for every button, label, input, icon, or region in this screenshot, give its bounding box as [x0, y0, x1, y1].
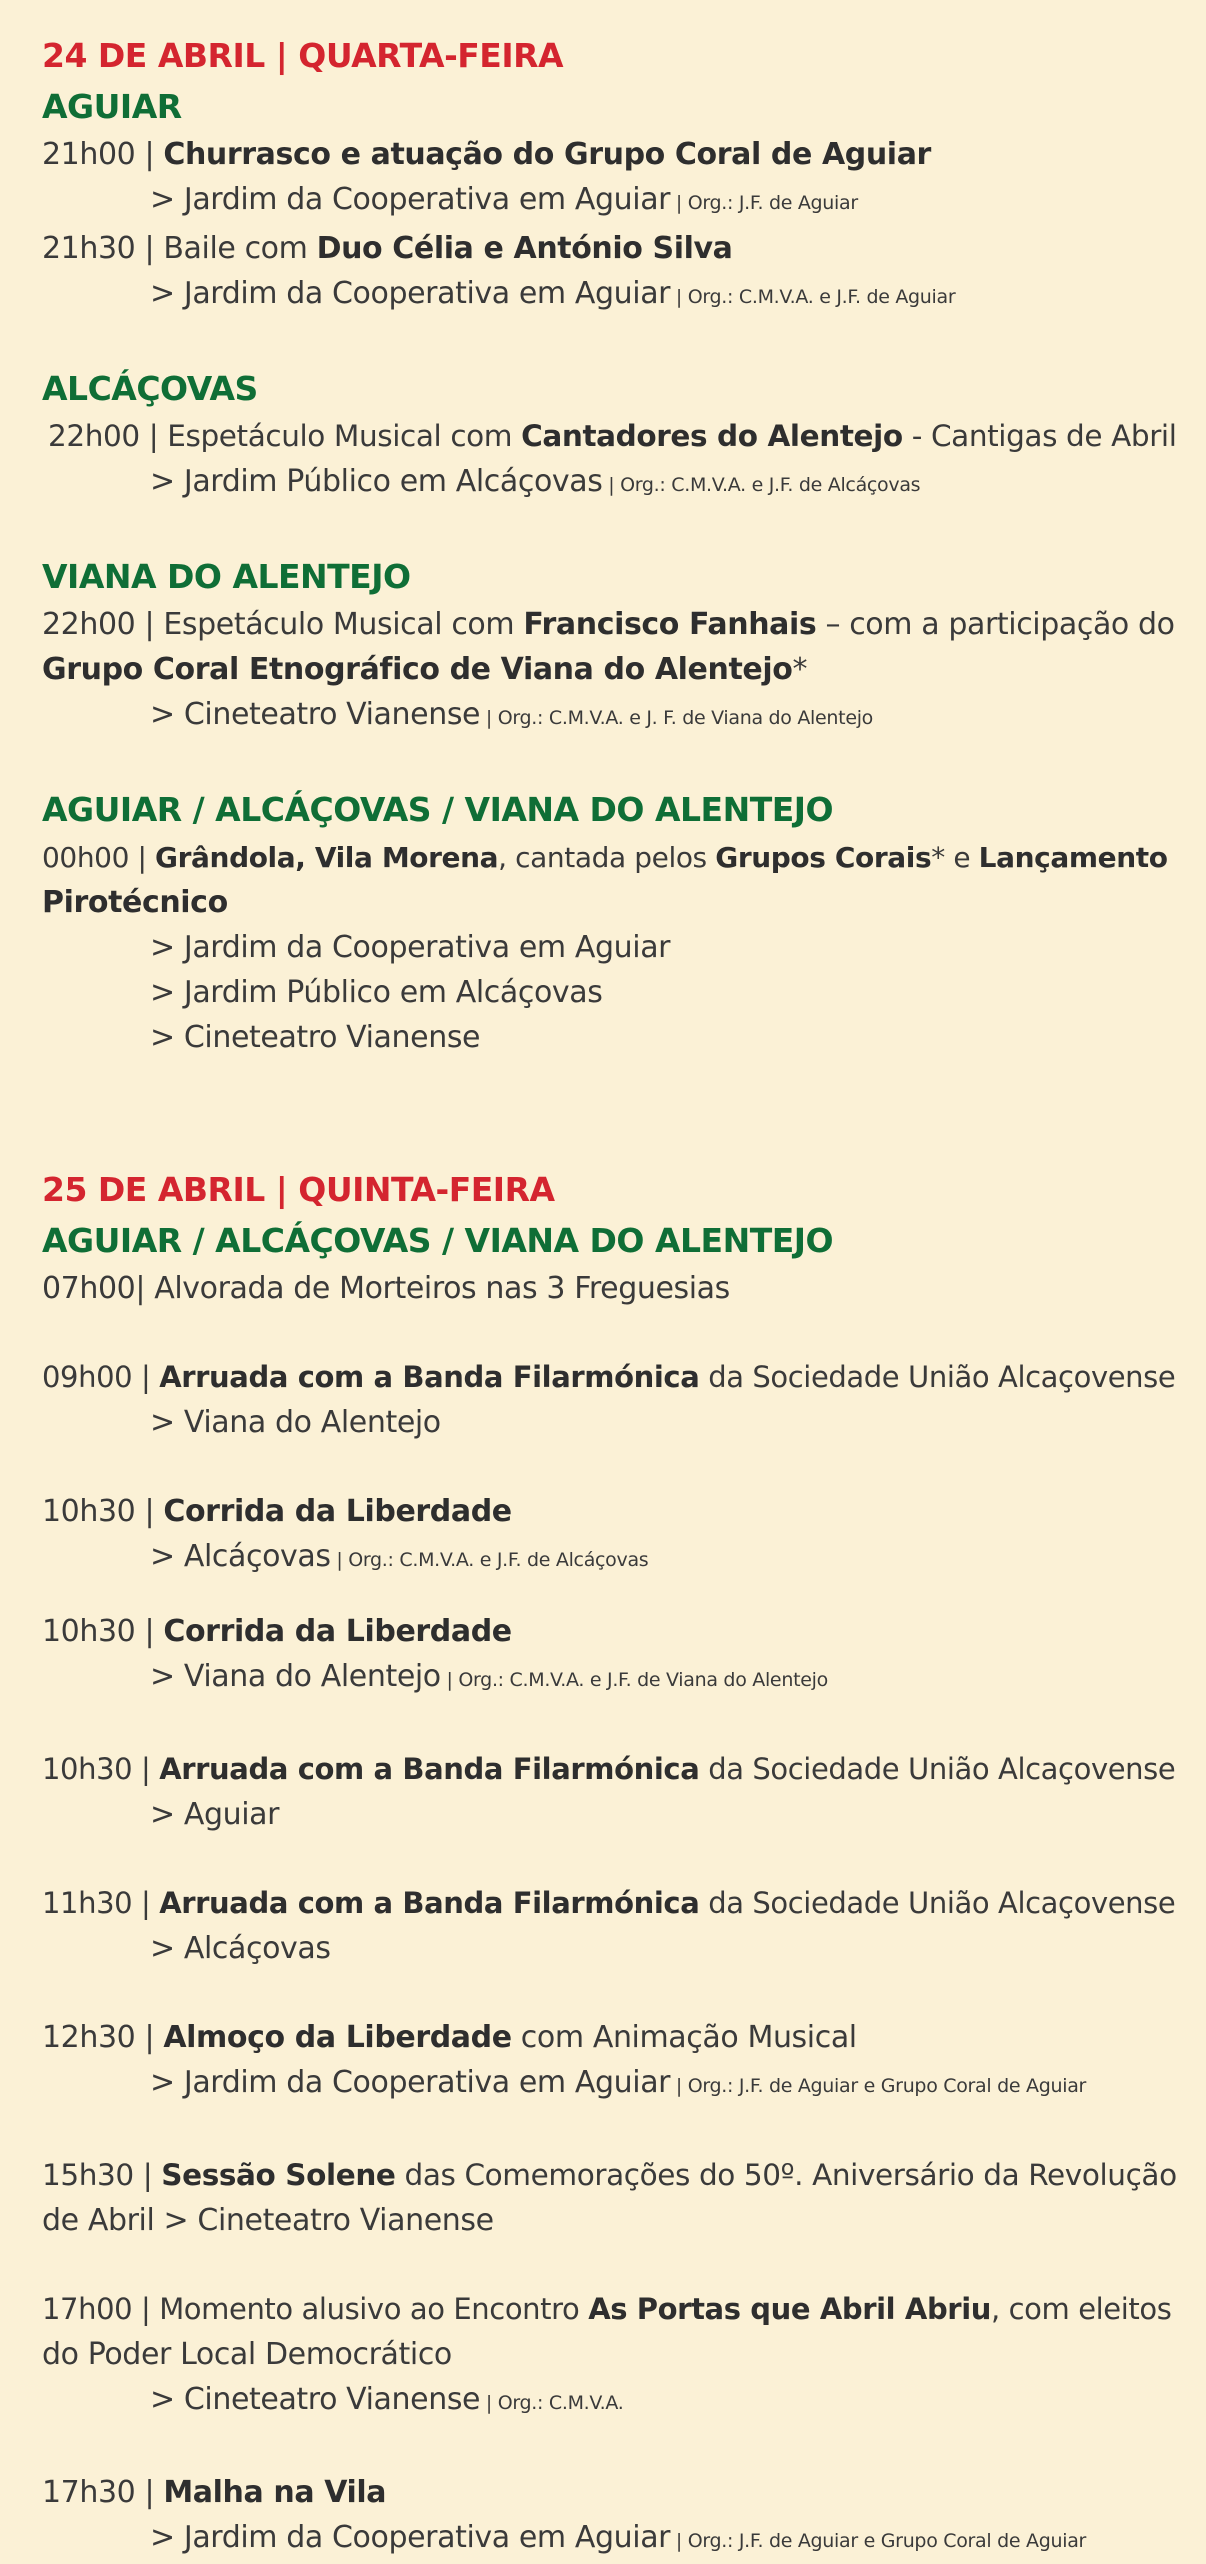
place-heading: AGUIAR	[42, 87, 182, 126]
place-heading: AGUIAR / ALCÁÇOVAS / VIANA DO ALENTEJO	[42, 1221, 834, 1260]
place-heading: AGUIAR / ALCÁÇOVAS / VIANA DO ALENTEJO	[42, 790, 834, 829]
event-location: > Viana do Alentejo | Org.: C.M.V.A. e J.F. de Viana do Alentejo	[150, 1659, 828, 1694]
event-organizer: | Org.: C.M.V.A. e J.F. de Alcáçovas	[330, 1549, 649, 1571]
event-location: > Jardim da Cooperativa em Aguiar | Org.: J.F. de Aguiar	[150, 182, 858, 217]
event-location: > Cineteatro Vianense | Org.: C.M.V.A.	[150, 2382, 624, 2417]
event-location: > Jardim Público em Alcáçovas	[150, 975, 603, 1010]
event-location: > Jardim da Cooperativa em Aguiar | Org.: J.F. de Aguiar e Grupo Coral de Aguiar	[150, 2065, 1087, 2100]
event-line: 17h30 | Malha na Vila	[42, 2475, 387, 2510]
place-heading: ALCÁÇOVAS	[42, 369, 258, 408]
event-organizer: | Org.: C.M.V.A. e J.F. de Alcáçovas	[602, 474, 921, 496]
event-line: 17h00 | Momento alusivo ao Encontro As Portas que Abril Abriu, com eleitos	[42, 2292, 1172, 2326]
event-location: > Cineteatro Vianense | Org.: C.M.V.A. e J. F. de Viana do Alentejo	[150, 697, 874, 732]
event-organizer: | Org.: C.M.V.A. e J.F. de Viana do Alentejo	[440, 1669, 828, 1691]
event-location: > Jardim da Cooperativa em Aguiar | Org.: C.M.V.A. e J.F. de Aguiar	[150, 276, 956, 311]
event-line: 21h30 | Baile com Duo Célia e António Silva	[42, 231, 733, 266]
event-location: > Cineteatro Vianense	[150, 1020, 481, 1055]
event-location: > Jardim da Cooperativa em Aguiar | Org.: J.F. de Aguiar e Grupo Coral de Aguiar	[150, 2520, 1087, 2555]
event-organizer: | Org.: C.M.V.A. e J. F. de Viana do Alentejo	[480, 707, 874, 729]
event-line: 10h30 | Corrida da Liberdade	[42, 1494, 512, 1529]
event-organizer: | Org.: J.F. de Aguiar	[670, 192, 858, 214]
event-line: 09h00 | Arruada com a Banda Filarmónica da Sociedade União Alcaçovense	[42, 1360, 1176, 1394]
event-line: 07h00| Alvorada de Morteiros nas 3 Freguesias	[42, 1271, 730, 1306]
event-line: 10h30 | Corrida da Liberdade	[42, 1614, 512, 1649]
event-location: > Alcáçovas | Org.: C.M.V.A. e J.F. de Alcáçovas	[150, 1539, 649, 1574]
event-line: 22h00 | Espetáculo Musical com Francisco Fanhais – com a participação do	[42, 607, 1175, 642]
event-line-continued: de Abril > Cineteatro Vianense	[42, 2203, 494, 2238]
event-line: 10h30 | Arruada com a Banda Filarmónica da Sociedade União Alcaçovense	[42, 1752, 1176, 1786]
day-title: 24 DE ABRIL | QUARTA-FEIRA	[42, 36, 564, 75]
event-location: > Viana do Alentejo	[150, 1405, 441, 1440]
event-line: 21h00 | Churrasco e atuação do Grupo Coral de Aguiar	[42, 137, 931, 172]
event-organizer: | Org.: J.F. de Aguiar e Grupo Coral de Aguiar	[670, 2075, 1087, 2097]
day-title: 25 DE ABRIL | QUINTA-FEIRA	[42, 1170, 555, 1209]
event-line-continued: Grupo Coral Etnográfico de Viana do Alentejo*	[42, 652, 808, 687]
event-line: 15h30 | Sessão Solene das Comemorações do 50º. Aniversário da Revolução	[42, 2158, 1177, 2192]
event-line: 12h30 | Almoço da Liberdade com Animação Musical	[42, 2020, 857, 2055]
event-location: > Jardim Público em Alcáçovas | Org.: C.M.V.A. e J.F. de Alcáçovas	[150, 464, 921, 499]
event-organizer: | Org.: J.F. de Aguiar e Grupo Coral de Aguiar	[670, 2530, 1087, 2552]
event-organizer: | Org.: C.M.V.A.	[480, 2392, 624, 2414]
event-location: > Alcáçovas	[150, 1931, 331, 1966]
event-location: > Aguiar	[150, 1797, 280, 1832]
event-line-continued: do Poder Local Democrático	[42, 2337, 452, 2372]
event-organizer: | Org.: C.M.V.A. e J.F. de Aguiar	[670, 286, 956, 308]
place-heading: VIANA DO ALENTEJO	[42, 557, 411, 596]
event-line: 11h30 | Arruada com a Banda Filarmónica da Sociedade União Alcaçovense	[42, 1886, 1176, 1920]
event-location: > Jardim da Cooperativa em Aguiar	[150, 930, 671, 965]
event-line-continued: Pirotécnico	[42, 885, 228, 920]
event-line: 00h00 | Grândola, Vila Morena, cantada pelos Grupos Corais* e Lançamento	[42, 841, 1168, 874]
event-line: 22h00 | Espetáculo Musical com Cantadores do Alentejo - Cantigas de Abril	[48, 419, 1177, 453]
